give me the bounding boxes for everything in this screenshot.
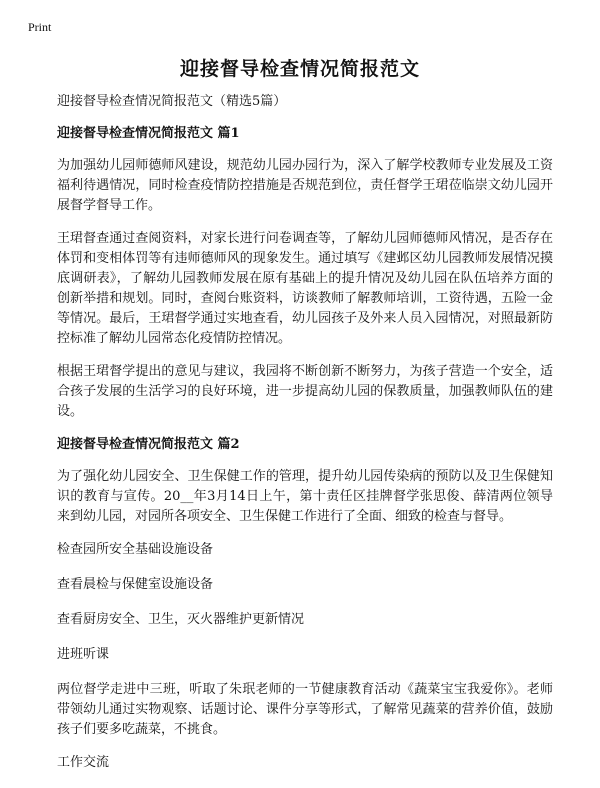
page-title: 迎接督导检查情况简报范文 bbox=[179, 58, 420, 80]
section-heading-2: 迎接督导检查情况简报范文 篇2 bbox=[57, 437, 240, 452]
section-heading-1: 迎接督导检查情况简报范文 篇1 bbox=[57, 126, 240, 141]
section2-item: 查看厨房安全、卫生，灭火器维护更新情况 bbox=[57, 612, 305, 627]
section2-intro: 为了强化幼儿园安全、卫生保健工作的管理，提升幼儿园传染病的预防以及卫生保健知识的教育与宣传。20__年3月14日上午，第十责任区挂牌督学张思俊、薛清两位领导来到幼儿园，对园所各项安全、卫生保健工作进行了全面、细致的检查与督导。 bbox=[57, 469, 553, 524]
section2-item: 进班听课 bbox=[57, 647, 110, 662]
section1-paragraph: 根据王珺督学提出的意见与建议，我园将不断创新不断努力，为孩子营造一个安全，适合孩子发展的生活学习的良好环境，进一步提高幼儿园的保教质量，加强教师队伍的建设。 bbox=[57, 364, 553, 419]
section2-item: 检查园所安全基础设施设备 bbox=[57, 542, 214, 557]
section1-paragraph: 为加强幼儿园师德师风建设，规范幼儿园办园行为，深入了解学校教师专业发展及工资福利待遇情况，同时检查疫情防控措施是否规范到位，责任督学王珺莅临崇文幼儿园开展督学督导工作。 bbox=[57, 158, 553, 213]
section2-item: 查看晨检与保健室设施设备 bbox=[57, 577, 214, 592]
article-subtitle: 迎接督导检查情况简报范文（精选5篇） bbox=[57, 94, 287, 109]
section2-class-visit: 两位督学走进中三班，听取了朱珉老师的一节健康教育活动《蔬菜宝宝我爱你》。老师带领幼儿通过实物观察、话题讨论、课件分享等形式，了解常见蔬菜的营养价值，鼓励孩子们要多吃蔬菜，不挑食。 bbox=[57, 682, 553, 737]
article-body bbox=[57, 92, 553, 788]
print-link[interactable]: Print bbox=[28, 20, 52, 34]
section1-paragraph: 王珺督查通过查阅资料，对家长进行问卷调查等，了解幼儿园师德师风情况，是否存在体罚和变相体罚等有违师德师风的现象发生。通过填写《建邺区幼儿园教师发展情况摸底调研表》，了解幼儿园教师发展在原有基础上的提升情况及幼儿园在队伍培养方面的创新举措和规划。同时，查阅台账资料，访谈教师了解教师培训，工资待遇，五险一金等情况。最后，王珺督学通过实地查看，幼儿园孩子及外来人员入园情况，对照最新防控标准了解幼儿园常态化疫情防控情况。 bbox=[57, 231, 553, 346]
section2-exchange: 工作交流 bbox=[57, 755, 110, 770]
